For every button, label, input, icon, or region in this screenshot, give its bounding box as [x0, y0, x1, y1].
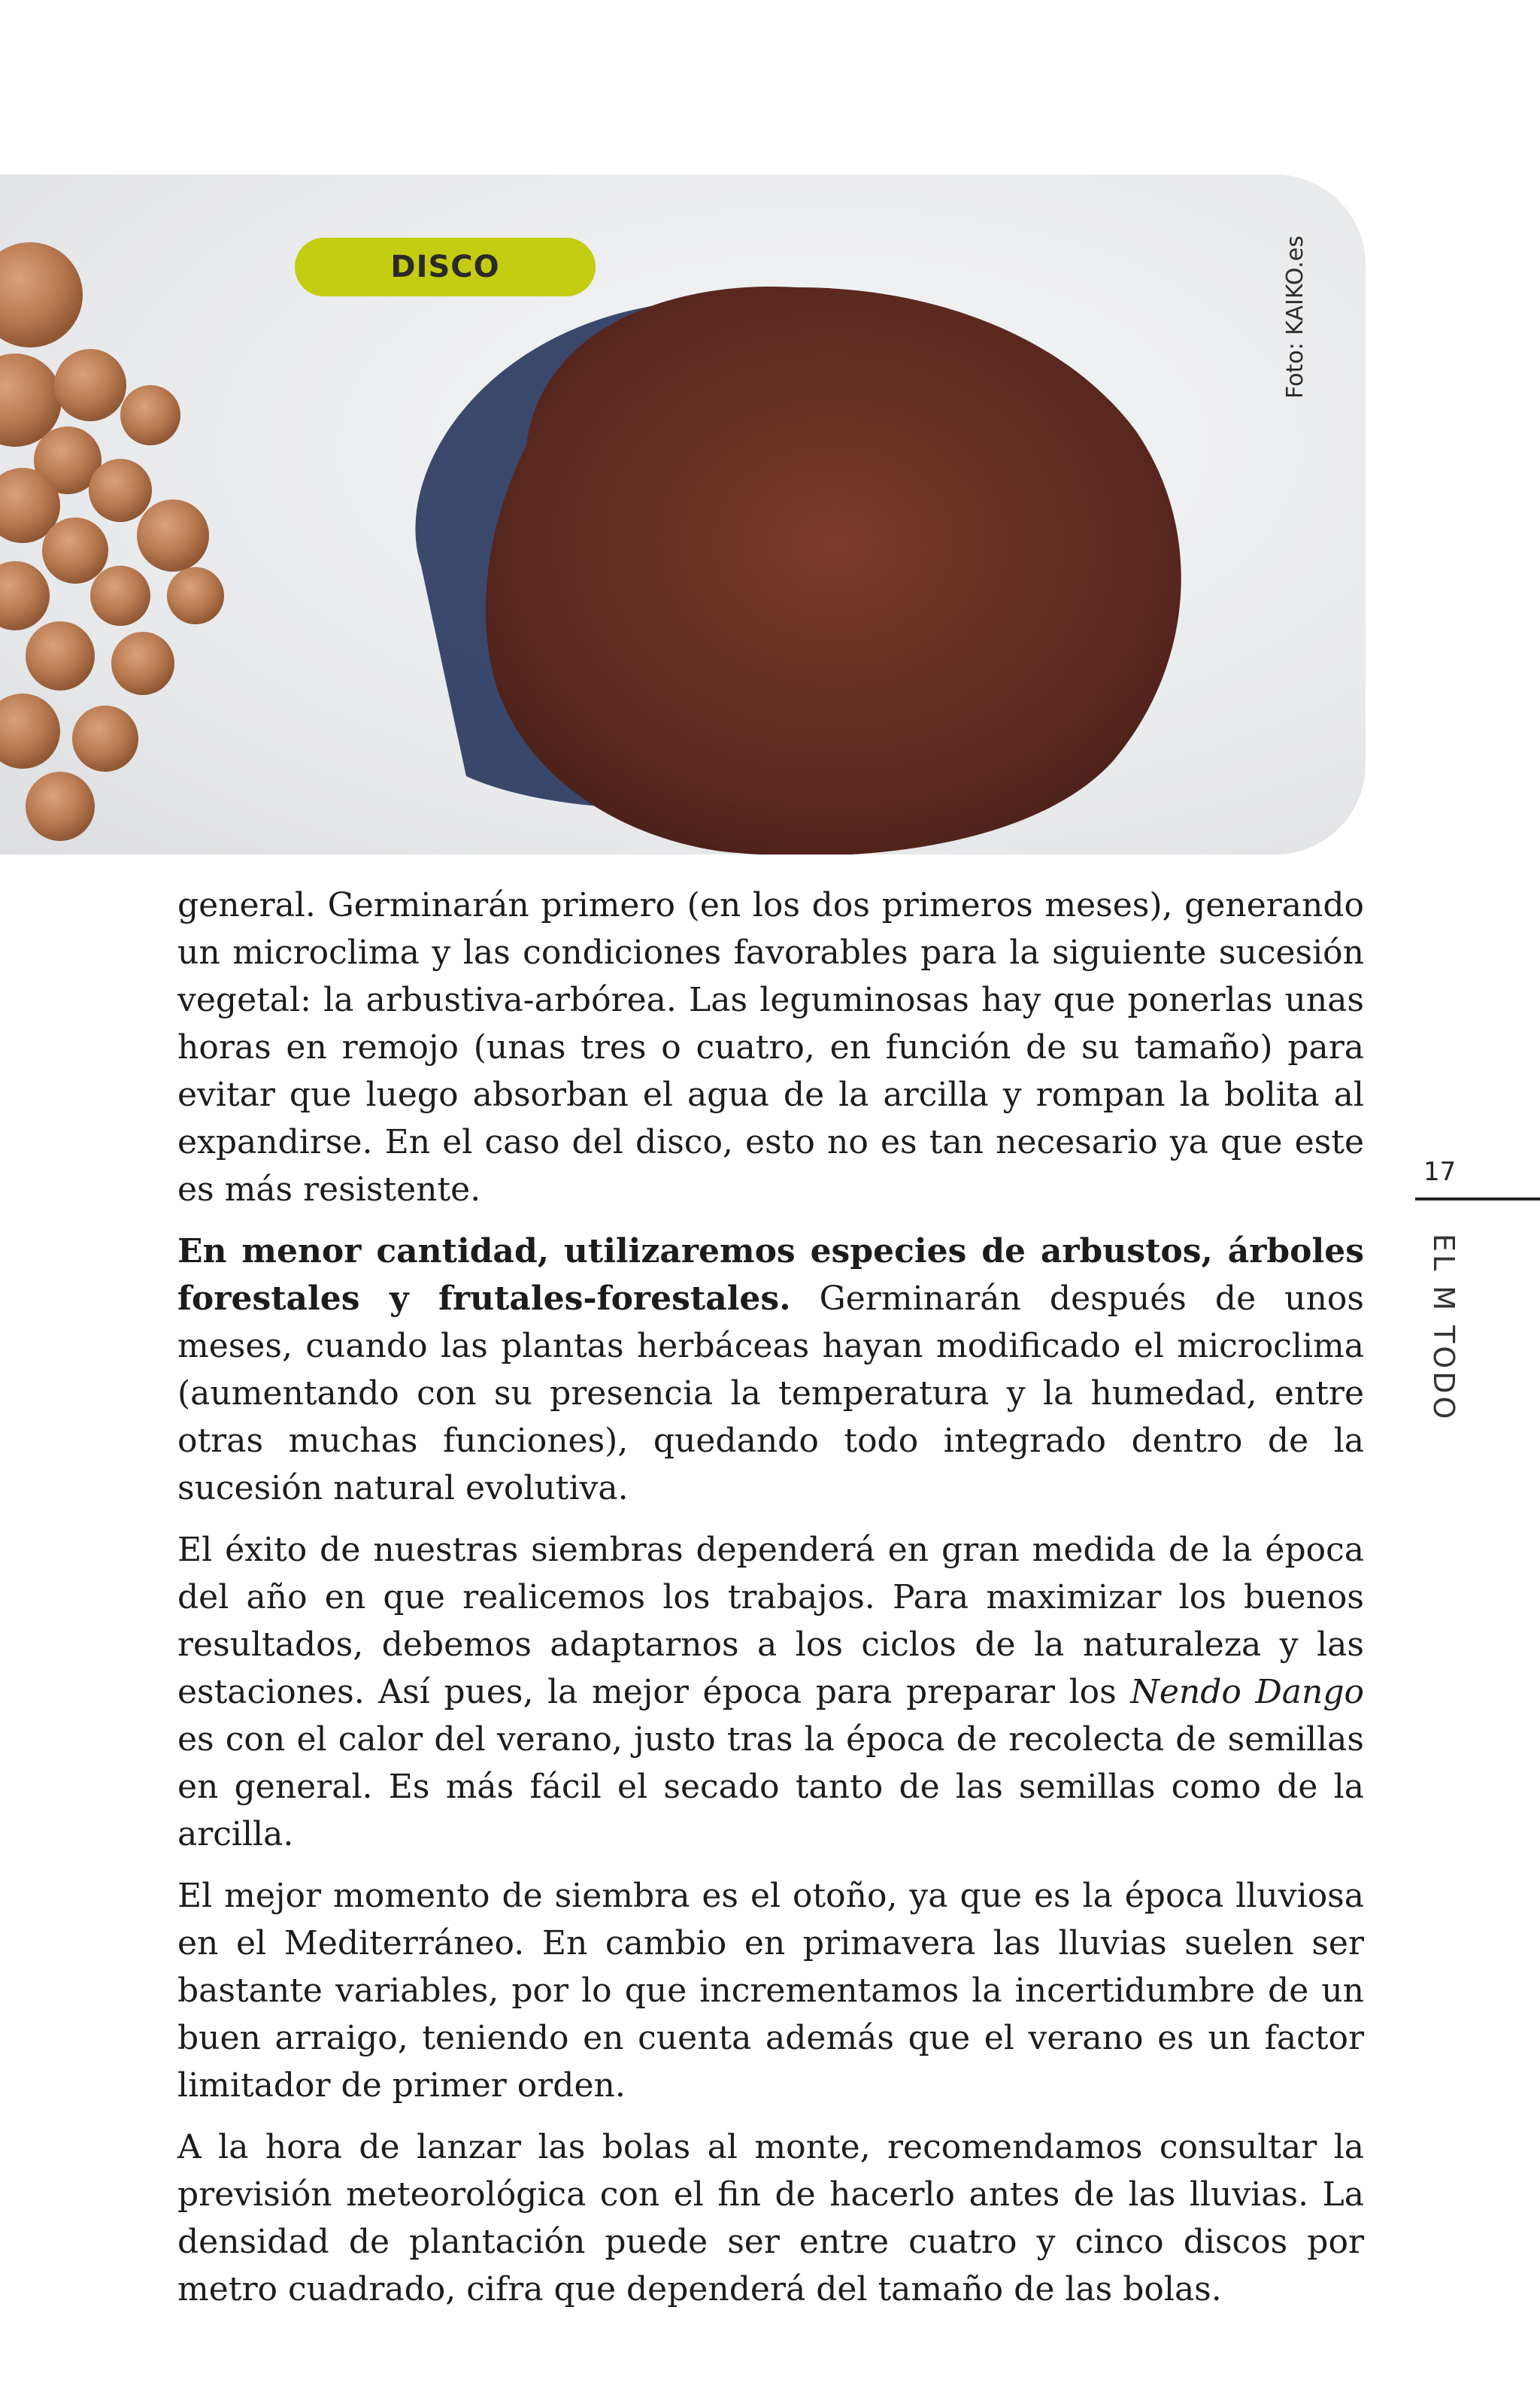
- body-text: [177, 882, 1364, 2327]
- disc-photo: [0, 175, 1366, 854]
- paragraph-5: A la hora de lanzar las bolas al monte, recomendamos consultar la previsión meteorológica con el fin de hacerlo antes de las lluvias. La densidad de plantación puede ser entre cuatro y cinco discos por metro cuadrado, cifra que dependerá del tamaño de las bolas.: [177, 2128, 1364, 2308]
- paragraph-3-italic: Nendo Dango: [1130, 1673, 1364, 1711]
- clay-disc-illustration: [0, 175, 1366, 854]
- paragraph-1: general. Germinarán primero (en los dos primeros meses), generando un microclima y las condiciones favorables para la siguiente sucesión vegetal: la arbustiva-arbórea. Las leguminosas hay que ponerlas unas horas en remojo (unas tres o cuatro, en función de su tamaño) para evitar que luego absorban el agua de la arcilla y rompan la bolita al expandirse. En el caso del disco, esto no es tan necesario ya que este es más resistente.: [177, 886, 1364, 1209]
- paragraph-2: [177, 1228, 1364, 1512]
- paragraph-2-text: Germinarán después de unos meses, cuando las plantas herbáceas hayan modificado el microclima (aumentando con su presencia la temperatura y la humedad, entre otras muchas funciones), quedando todo integrado dentro de la sucesión natural evolutiva.: [177, 1279, 1364, 1507]
- paragraph-4: El mejor momento de siembra es el otoño, ya que es la época lluviosa en el Mediterráneo. En cambio en primavera las lluvias suelen ser bastante variables, por lo que incrementamos la incertidumbre de un buen arraigo, teniendo en cuenta además que el verano es un factor limitador de primer orden.: [177, 1877, 1364, 2105]
- page-number: 17: [1423, 1157, 1457, 1187]
- section-label: EL M TODO: [1427, 1234, 1460, 1422]
- photo-credit: Foto: KAIKO.es: [1282, 235, 1308, 399]
- side-rule: [1415, 1197, 1540, 1200]
- paragraph-3-text-a: El éxito de nuestras siembras dependerá en gran medida de la época del año en que realicemos los trabajos. Para maximizar los buenos resultados, debemos adaptarnos a los ciclos de la naturaleza y las estaciones. Así pues, la mejor época para preparar los: [177, 1531, 1364, 1711]
- disco-badge: DISCO: [295, 238, 596, 296]
- clay-balls: [0, 242, 224, 841]
- paragraph-3: [177, 1526, 1364, 1858]
- paragraph-2-bold: En menor cantidad, utilizaremos especies de arbustos, árboles forestales y frutales-forestales.: [177, 1232, 1364, 1318]
- paragraph-3-text-b: es con el calor del verano, justo tras la época de recolecta de semillas en general. Es más fácil el secado tanto de las semillas como de la arcilla.: [177, 1720, 1364, 1853]
